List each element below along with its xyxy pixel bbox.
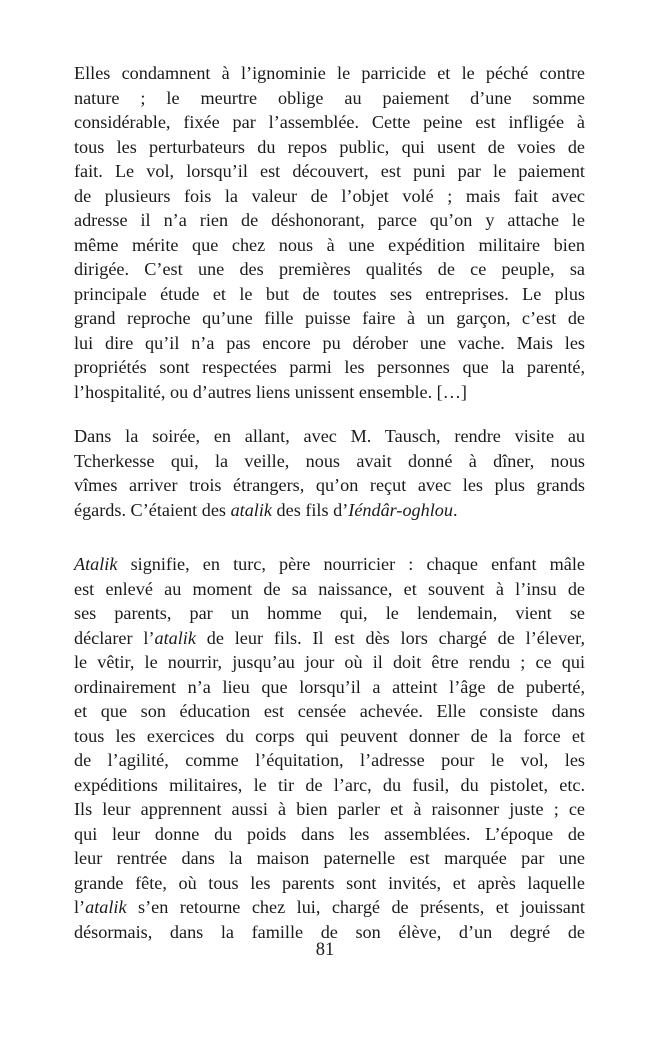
text-line xyxy=(74,135,585,160)
text-segment: grande fête, où tous les parents sont invités, et après laquelle xyxy=(74,872,585,893)
text-line xyxy=(74,233,585,258)
text-line xyxy=(74,184,585,209)
paragraph-atalik xyxy=(74,552,585,944)
text-segment: tous les perturbateurs du repos public, qui usent de voies de xyxy=(74,136,585,157)
text-segment: expéditions militaires, le tir de l’arc, du fusil, du pistolet, etc. xyxy=(74,774,585,795)
text-line xyxy=(74,577,585,602)
text-segment: considérable, fixée par l’assemblée. Cette peine est infligée à xyxy=(74,112,585,132)
text-segment: est enlevé au moment de sa naissance, et souvent à l’insu de xyxy=(74,578,585,599)
italic-term: atalik xyxy=(154,627,196,648)
text-segment: déclarer l’ xyxy=(74,627,155,648)
text-line xyxy=(74,895,585,920)
text-line xyxy=(74,449,585,474)
text-segment: désormais, dans la famille de son élève, d’un degré de xyxy=(74,921,585,942)
text-line xyxy=(74,724,585,749)
text-line xyxy=(74,208,585,233)
paragraph-visit xyxy=(74,424,585,522)
italic-term: atalik xyxy=(85,897,127,917)
text-segment: vîmes arriver trois étrangers, qu’on reçut avec les plus grands xyxy=(74,475,585,495)
text-segment: lui dire qu’il n’a pas encore pu dérober une vache. Mais les xyxy=(74,332,585,353)
text-line xyxy=(74,473,585,498)
text-segment: ses parents, par un homme qui, le lendemain, vient se xyxy=(74,603,585,623)
text-segment: leur rentrée dans la maison paternelle est marquée par une xyxy=(74,848,585,868)
text-segment: de leur fils. Il est dès lors chargé de l’élever, xyxy=(195,627,585,648)
text-segment: de l’agilité, comme l’équitation, l’adresse pour le vol, les xyxy=(74,750,585,770)
text-line xyxy=(74,626,585,651)
text-segment: grand reproche qu’une fille puisse faire à un garçon, c’est de xyxy=(74,308,585,328)
text-segment: de plusieurs fois la valeur de l’objet volé ; mais fait avec xyxy=(74,185,585,206)
text-line xyxy=(74,846,585,871)
italic-term: atalik xyxy=(230,499,272,520)
text-segment: dirigée. C’est une des premières qualités de ce peuple, sa xyxy=(74,259,585,279)
text-line xyxy=(74,86,585,111)
text-line xyxy=(74,355,585,380)
text-segment: ordinairement n’a lieu que lorsqu’il a atteint l’âge de puberté, xyxy=(74,676,585,697)
text-line xyxy=(74,498,585,523)
text-line xyxy=(74,773,585,798)
italic-term: Atalik xyxy=(74,554,118,574)
text-segment: fait. Le vol, lorsqu’il est découvert, est puni par le paiement xyxy=(74,161,585,181)
text-segment: l’hospitalité, ou d’autres liens unissent ensemble. […] xyxy=(74,381,467,402)
text-segment: le vêtir, le nourrir, jusqu’au jour où il doit être rendu ; ce qui xyxy=(74,652,585,672)
text-line xyxy=(74,380,585,405)
text-line xyxy=(74,306,585,331)
text-line xyxy=(74,871,585,896)
text-line xyxy=(74,601,585,626)
text-line xyxy=(74,822,585,847)
text-segment: nature ; le meurtre oblige au paiement d’une somme xyxy=(74,87,585,108)
text-segment: l’ xyxy=(74,897,86,917)
paragraph-customs xyxy=(74,61,585,404)
text-segment: des fils d’ xyxy=(271,499,349,520)
italic-term: Iéndâr-oghlou xyxy=(348,499,453,520)
text-segment: égards. C’étaient des xyxy=(74,499,231,520)
text-line xyxy=(74,110,585,135)
text-segment: qui leur donne du poids dans les assemblées. L’époque de xyxy=(74,823,585,844)
text-line xyxy=(74,282,585,307)
text-segment: Tcherkesse qui, la veille, nous avait donné à dîner, nous xyxy=(74,450,585,471)
text-line xyxy=(74,331,585,356)
text-segment: adresse il n’a rien de déshonorant, parce qu’on y attache le xyxy=(74,210,585,230)
text-line xyxy=(74,699,585,724)
text-line xyxy=(74,797,585,822)
text-segment: s’en retourne chez lui, chargé de présents, et jouissant xyxy=(126,897,585,917)
text-segment: tous les exercices du corps qui peuvent donner de la force et xyxy=(74,725,585,746)
text-segment: signifie, en turc, père nourricier : chaque enfant mâle xyxy=(117,554,585,574)
text-segment: . xyxy=(452,499,458,520)
text-line xyxy=(74,257,585,282)
text-segment: et que son éducation est censée achevée. Elle consiste dans xyxy=(74,701,585,721)
text-line xyxy=(74,748,585,773)
text-line xyxy=(74,159,585,184)
text-line xyxy=(74,552,585,577)
text-segment: propriétés sont respectées parmi les personnes que la parenté, xyxy=(74,357,585,377)
text-line xyxy=(74,424,585,449)
text-segment: Dans la soirée, en allant, avec M. Tausch, rendre visite au xyxy=(74,426,585,446)
text-line xyxy=(74,61,585,86)
text-segment: même mérite que chez nous à une expédition militaire bien xyxy=(74,234,585,255)
text-segment: Ils leur apprennent aussi à bien parler et à raisonner juste ; ce xyxy=(74,799,585,819)
page-number: 81 xyxy=(315,940,335,960)
text-segment: Elles condamnent à l’ignominie le parricide et le péché contre xyxy=(74,63,585,83)
text-segment: principale étude et le but de toutes ses entreprises. Le plus xyxy=(74,283,585,304)
text-line xyxy=(74,650,585,675)
text-line xyxy=(74,675,585,700)
